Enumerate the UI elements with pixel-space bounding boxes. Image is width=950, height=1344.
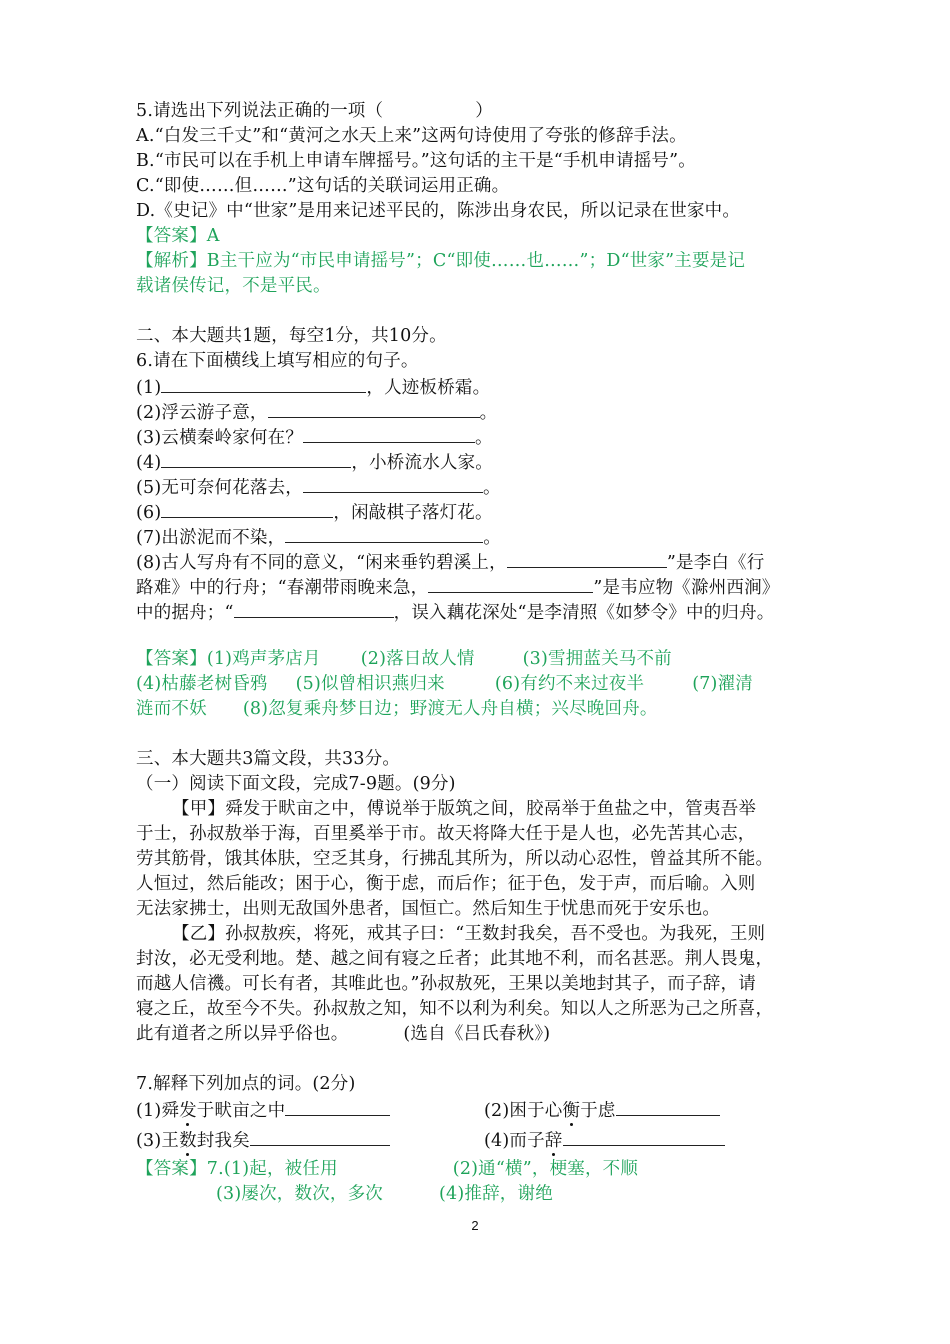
q6-item-1-text: ，人迹板桥霜。 xyxy=(366,378,491,398)
q5-option-d: D.《史记》中“世家”是用来记述平民的，陈涉出身农民，所以记录在世家中。 xyxy=(136,201,741,221)
q6-item-8-line2 xyxy=(136,574,780,601)
section3-heading: 三、本大题共3篇文段，共33分。 xyxy=(136,749,401,769)
q6-item-7-period: 。 xyxy=(483,528,501,548)
q5-answer: 【答案】A xyxy=(136,226,220,246)
q6-item-3-period: 。 xyxy=(475,428,493,448)
q6-answer-label: 【答案】 xyxy=(136,649,207,669)
q6-answer-5: (5)似曾相识燕归来 xyxy=(295,674,445,694)
q6-answer-1: (1)鸡声茅店月 xyxy=(206,649,321,669)
q5-analysis-line2: 载诸侯传记，不是平民。 xyxy=(136,276,331,296)
q5-option-a: A.“白发三千丈”和“黄河之水天上来”这两句诗使用了夸张的修辞手法。 xyxy=(136,126,687,146)
q6-answer-line3 xyxy=(136,697,658,722)
answer-blank[interactable] xyxy=(303,424,475,443)
q7-item-2 xyxy=(484,1097,720,1124)
q7-item-4 xyxy=(484,1127,725,1154)
q6-answer-line1 xyxy=(136,647,672,672)
answer-blank[interactable] xyxy=(234,599,394,618)
q5-stem-close: ） xyxy=(475,101,493,121)
q6-item-6-text: ，闲敲棋子落灯花。 xyxy=(333,503,493,523)
page-number: 2 xyxy=(471,1218,479,1233)
passage-yi-line: 封汝，必无受利地。楚、越之间有寝之丘者；此其地不利，而名甚恶。荆人畏鬼， xyxy=(136,949,774,969)
q7-item-1 xyxy=(136,1097,390,1124)
q6-item-8-text-d: ”是韦应物《滁州西涧》 xyxy=(593,578,780,598)
answer-blank[interactable] xyxy=(250,1127,390,1146)
q6-item-1 xyxy=(136,374,490,401)
q6-item-8-text-c: 路难》中的行舟；“春潮带雨晚来急， xyxy=(136,578,429,598)
passage-yi-line: 而越人信禨。可长有者，其唯此也。”孙叔敖死，王果以美地封其子，而子辞，请 xyxy=(136,974,756,994)
q7-item-1-text-a: (1)舜 xyxy=(136,1101,180,1121)
answer-blank[interactable] xyxy=(161,499,333,518)
q6-item-2-text: (2)浮云游子意， xyxy=(136,403,268,423)
q6-item-2 xyxy=(136,399,497,426)
q6-answer-2: (2)落日故人情 xyxy=(360,649,475,669)
q6-stem: 6.请在下面横线上填写相应的句子。 xyxy=(136,351,419,371)
q6-item-8-text-b: ”是李白《行 xyxy=(666,553,765,573)
q6-answer-7b: 涟而不妖 xyxy=(136,699,207,719)
answer-blank[interactable] xyxy=(563,1127,725,1146)
q5-option-b: B.“市民可以在手机上申请车牌摇号。”这句话的主干是“手机申请摇号”。 xyxy=(136,151,696,171)
q5-stem-text: 5.请选出下列说法正确的一项（ xyxy=(136,101,384,121)
q7-item-3 xyxy=(136,1127,390,1154)
q6-item-5-period: 。 xyxy=(483,478,501,498)
q6-item-1-number: (1) xyxy=(136,378,162,398)
q7-answer-3: (3)屡次，数次，多次 xyxy=(216,1184,383,1204)
q7-item-2-text-c: 于虑 xyxy=(580,1101,616,1121)
q6-item-8-line1 xyxy=(136,549,765,576)
q6-answer-7a: (7)濯清 xyxy=(692,674,753,694)
answer-blank[interactable] xyxy=(161,374,366,393)
q6-answer-3: (3)雪拥蓝关马不前 xyxy=(522,649,672,669)
q7-item-4-dotted-word: 辞 xyxy=(544,1131,563,1151)
q6-item-4-number: (4) xyxy=(136,453,162,473)
q7-item-1-dotted-word: 发 xyxy=(179,1101,197,1121)
q6-answer-4: (4)枯藤老树昏鸦 xyxy=(136,674,268,694)
passage-jia-line: 于士，孙叔敖举于海，百里奚举于市。故天将降大任于是人也，必先苦其心志， xyxy=(136,824,756,844)
q7-answer-4: (4)推辞，谢绝 xyxy=(439,1184,553,1204)
q6-answer-6: (6)有约不来过夜半 xyxy=(494,674,645,694)
answer-blank[interactable] xyxy=(161,449,351,468)
q6-item-4 xyxy=(136,449,493,476)
answer-blank[interactable] xyxy=(303,474,483,493)
q7-answer-2: (2)通“横”，梗塞，不顺 xyxy=(452,1159,639,1179)
passage-yi-line: 【乙】孙叔敖疾，将死，戒其子曰：“王数封我矣，吾不受也。为我死，王则 xyxy=(172,924,766,944)
q5-stem xyxy=(136,99,493,124)
answer-blank[interactable] xyxy=(285,524,483,543)
answer-blank[interactable] xyxy=(428,574,593,593)
q7-item-3-text-a: (3)王 xyxy=(136,1131,180,1151)
q6-item-8-text-e: 中的据舟；“ xyxy=(136,603,234,623)
q7-item-4-text-a: (4)而子 xyxy=(484,1131,545,1151)
q5-analysis-line1: 【解析】B主干应为“市民申请摇号”；C“即使……也……”；D“世家”主要是记 xyxy=(136,251,746,271)
q7-item-1-text-c: 于畎亩之中 xyxy=(196,1101,286,1121)
q6-item-5 xyxy=(136,474,501,501)
passage-jia-line: 【甲】舜发于畎亩之中，傅说举于版筑之间，胶鬲举于鱼盐之中，管夷吾举 xyxy=(172,799,757,819)
q6-answer-line2 xyxy=(136,672,753,697)
passage-yi-last-line xyxy=(136,1022,550,1047)
q7-item-3-text-c: 封我矣 xyxy=(196,1131,250,1151)
q6-item-8-text-f: ，误入藕花深处“是李清照《如梦令》中的归舟。 xyxy=(393,603,775,623)
q6-item-4-text: ，小桥流水人家。 xyxy=(351,453,493,473)
q7-item-2-text-a: (2)困于心 xyxy=(484,1101,563,1121)
passage-jia-line: 劳其筋骨，饿其体肤，空乏其身，行拂乱其所为，所以动心忍性，曾益其所不能。 xyxy=(136,849,774,869)
q6-item-8-line3 xyxy=(136,599,775,626)
passage-jia-line: 无法家拂士，出则无敌国外患者，国恒亡。然后知生于忧患而死于安乐也。 xyxy=(136,899,721,919)
section3-subheading: （一）阅读下面文段，完成7-9题。(9分) xyxy=(136,774,456,794)
q6-item-5-text: (5)无可奈何花落去， xyxy=(136,478,303,498)
passage-jia-line: 人恒过，然后能改；困于心，衡于虑，而后作；征于色，发于声，而后喻。入则 xyxy=(136,874,756,894)
q7-answer-1: 【答案】7.(1)起，被任用 xyxy=(136,1159,338,1179)
passage-yi-line: 寝之丘，故至今不失。孙叔敖之知，知不以利为利矣。知以人之所恶为己之所喜， xyxy=(136,999,774,1019)
q7-stem: 7.解释下列加点的词。(2分) xyxy=(136,1074,356,1094)
q6-item-6 xyxy=(136,499,493,526)
q7-answer-line1 xyxy=(136,1157,638,1182)
q6-item-7 xyxy=(136,524,501,551)
q7-item-3-dotted-word: 数 xyxy=(179,1131,197,1151)
q6-answer-8: (8)忽复乘舟梦日边；野渡无人舟自横；兴尽晚回舟。 xyxy=(242,699,658,719)
q6-item-6-number: (6) xyxy=(136,503,162,523)
q5-option-c: C.“即使……但……”这句话的关联词运用正确。 xyxy=(136,176,510,196)
q6-item-2-period: 。 xyxy=(479,403,498,423)
answer-blank[interactable] xyxy=(285,1097,390,1116)
q6-item-3 xyxy=(136,424,493,451)
q6-item-3-text: (3)云横秦岭家何在？ xyxy=(136,428,303,448)
answer-blank[interactable] xyxy=(616,1097,720,1116)
answer-blank[interactable] xyxy=(268,399,480,418)
q7-answer-line2 xyxy=(216,1182,553,1207)
q6-item-8-text-a: (8)古人写舟有不同的意义，“闲来垂钓碧溪上， xyxy=(136,553,507,573)
passage-yi-line: 此有道者之所以异乎俗也。 xyxy=(136,1024,349,1044)
q7-item-2-dotted-word: 衡 xyxy=(562,1101,581,1121)
q6-item-7-text: (7)出淤泥而不染， xyxy=(136,528,286,548)
section2-heading: 二、本大题共1题，每空1分，共10分。 xyxy=(136,326,447,346)
answer-blank[interactable] xyxy=(507,549,667,568)
passage-source: (选自《吕氏春秋》) xyxy=(403,1024,551,1044)
